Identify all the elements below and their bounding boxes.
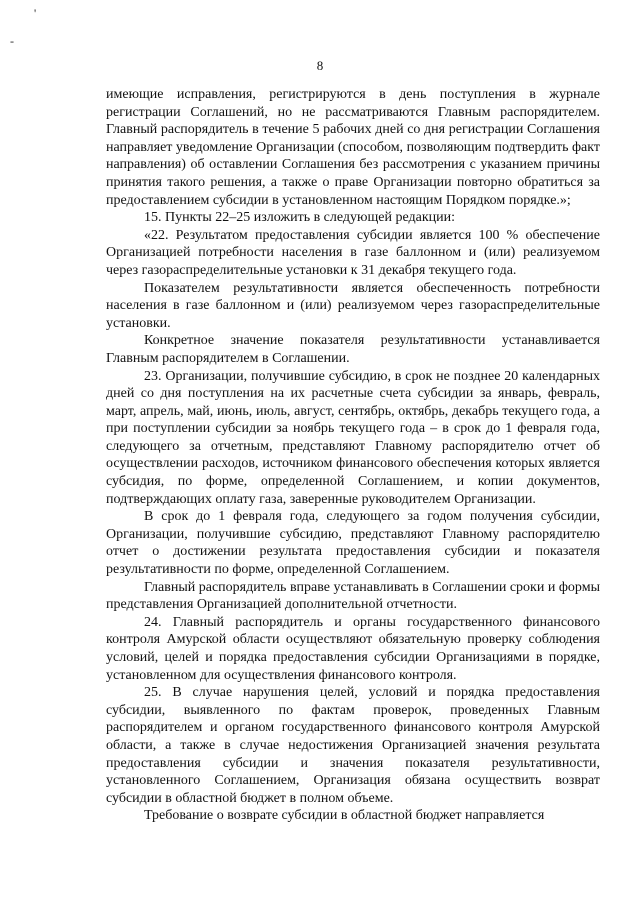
document-body xyxy=(106,86,600,825)
paragraph-item-23: 23. Организации, получившие субсидию, в срок не позднее 20 календарных дней со дня поступления на их расчетные счета субсидии за январь, февраль, март, апрель, май, июнь, июль, август, сентябрь, октябрь, декабрь текущего года, а при поступлении субсидии за ноябрь текущего года – в срок до 1 февраля года, следующего за отчетным, представляют Главному распорядителю отчет об осуществлении расходов, источником финансового обеспечения которых является субсидия, по форме, определенной Соглашением, и копии документов, подтверждающих оплату газа, заверенные руководителем Организации. xyxy=(106,368,600,507)
scan-mark-top: ' xyxy=(34,6,37,20)
paragraph-item-22: «22. Результатом предоставления субсидии является 100 % обеспечение Организацией потребности населения в газе баллонном и (или) реализуемом через газораспределительные установки к 31 декабря текущего года. xyxy=(106,227,600,278)
paragraph-item-25: 25. В случае нарушения целей, условий и порядка предоставления субсидии, выявленного по фактам проверок, проведенных Главным распорядителем и органом государственного финансового контроля Амурской области, а также в случае недостижения Организацией значения результата предоставления субсидии и значения показателя результативности, установленного Соглашением, Организация обязана осуществить возврат субсидии в областной бюджет в полном объеме. xyxy=(106,685,600,806)
paragraph-indicator-value: Конкретное значение показателя результативности устанавливается Главным распорядителем в Соглашении. xyxy=(106,333,600,366)
paragraph-item-15: 15. Пункты 22–25 изложить в следующей редакции: xyxy=(144,210,456,226)
paragraph-indicator: Показателем результативности является обеспеченность потребности населения в газе баллонном и (или) реализуемом через газораспределительные установки. xyxy=(106,280,600,331)
paragraph-deadline: В срок до 1 февраля года, следующего за годом получения субсидии, Организации, получившие субсидию, представляют Главному распорядителю отчет о достижении результата предоставления субсидии и показателя результативности по форме, определенной Соглашением. xyxy=(106,509,600,578)
paragraph-additional-reporting: Главный распорядитель вправе устанавливать в Соглашении сроки и формы представления Организацией дополнительной отчетности. xyxy=(106,579,600,613)
page-number: 8 xyxy=(316,58,324,73)
scan-mark-left: - xyxy=(10,34,14,48)
paragraph-item-24: 24. Главный распорядитель и органы государственного финансового контроля Амурской области осуществляют обязательную проверку соблюдения условий, целей и порядка предоставления субсидии Организациями в порядке, установленном для осуществления финансового контроля. xyxy=(106,614,600,683)
paragraph-refund-demand: Требование о возврате субсидии в областной бюджет направляется xyxy=(144,808,545,824)
paragraph-continuation: имеющие исправления, регистрируются в день поступления в журнале регистрации Соглашений, но не рассматриваются Главным распорядителем. Главный распорядитель в течение 5 рабочих дней со дня регистрации Соглашения направляет уведомление Организации (способом, позволяющим подтвердить факт направления) об оставлении Соглашения без рассмотрения с указанием причины принятия такого решения, а также о праве Организации повторно обратиться за предоставлением субсидии в установленном настоящим Порядком порядке.»; xyxy=(106,87,600,208)
